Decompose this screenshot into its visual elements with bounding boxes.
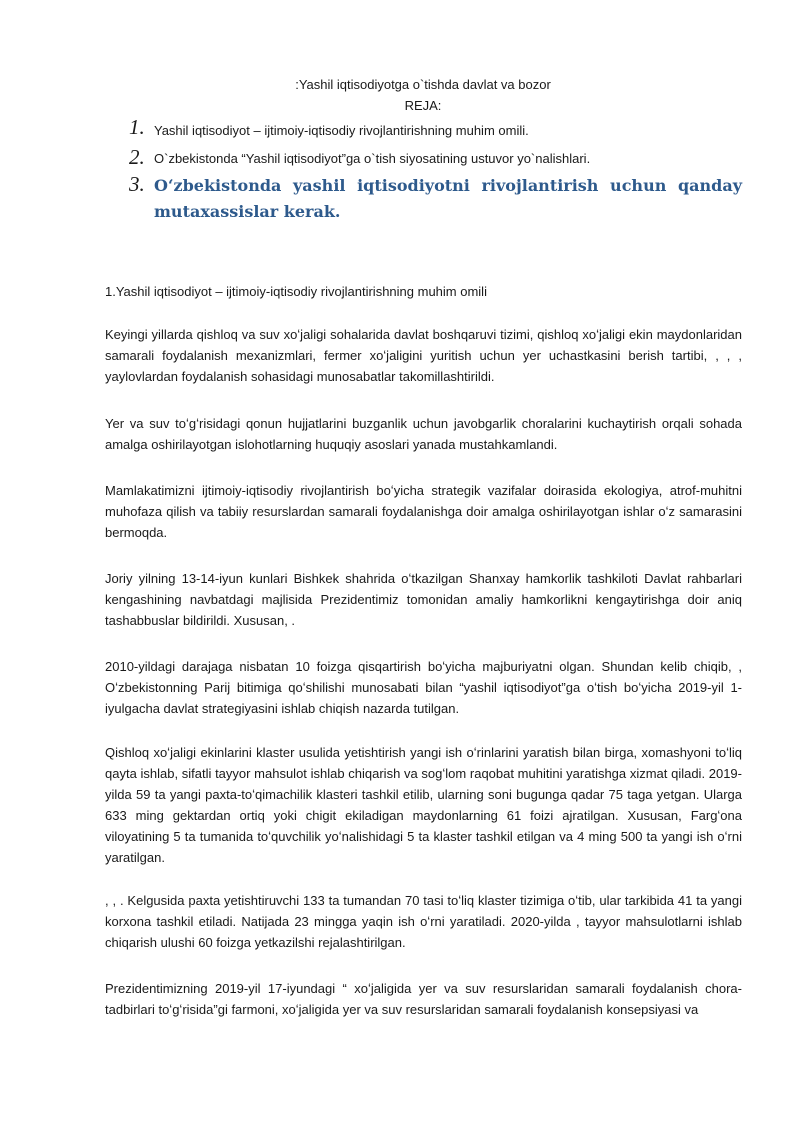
plan-item [126, 170, 742, 225]
paragraph: 2010-yildagi darajaga nisbatan 10 foizga qisqartirish boʻyicha majburiyatni olgan. Shundan kelib chiqib, , Oʻzbekistonning Parij bitimiga qoʻshilishi munosabati bilan “yashil iqtisodiyot”ga oʻtish boʻyicha 2019-yil 1-iyulgacha davlat strategiyasini ishlab chiqish nazarda tutilgan. [105, 659, 742, 716]
plan-item-number: 3. [129, 172, 145, 196]
paragraph: Qishloq xoʻjaligi ekinlarini klaster usulida yetishtirish yangi ish oʻrinlarini yaratish bilan birga, xomashyoni toʻliq qayta ishlab, sifatli tayyor mahsulot ishlab chiqarish va sogʻlom raqobat muhitini yaratishga xizmat qiladi. 2019-yilda 59 ta yangi paxta-toʻqimachilik klasteri tashkil etilib, ularning soni bugunga qadar 75 taga yetgan. Ularga 633 ming gektardan ortiq yoki chigit ekiladigan maydonlarning 61 foizi ajratilgan. Xususan, Fargʻona viloyatining 5 ta tumanida toʻquvchilik yoʻnalishidagi 5 ta klaster tashkil etilgan va 4 ming 500 ta yangi ish oʻrni yaratilgan. [105, 745, 742, 865]
paragraph: , , . Kelgusida paxta yetishtiruvchi 133 ta tumandan 70 tasi toʻliq klaster tizimiga oʻtib, ular tarkibida 41 ta yangi korxona tashkil etiladi. Natijada 23 mingga yaqin ish oʻrni yaratiladi. 2020-yilda , tayyor mahsulotlarni ishlab chiqarish ulushi 60 foizga yetkazilshi rejalashtirilgan. [105, 893, 742, 950]
plan-item [126, 144, 742, 170]
plan-item-text: O`zbekistonda “Yashil iqtisodiyot”ga o`tish siyosatining ustuvor yo`nalishlari. [154, 151, 591, 166]
paragraph: Joriy yilning 13-14-iyun kunlari Bishkek shahrida oʻtkazilgan Shanxay hamkorlik tashkiloti Davlat rahbarlari kengashining navbatdagi majlisida Prezidentimiz tomonidan amaliy hamkorlikni kengaytirishga doir aniq tashabbuslar bildirildi. Xususan, . [105, 571, 742, 628]
paragraph: Mamlakatimizni ijtimoiy-iqtisodiy rivojlantirish boʻyicha strategik vazifalar doirasida ekologiya, atrof-muhitni muhofaza qilish va tabiiy resurslardan samarali foydalanishga doir amalga oshirilayotgan ishlar oʻz samarasini bermoqda. [105, 483, 742, 540]
paragraph: Yer va suv toʻgʻrisidagi qonun hujjatlarini buzganlik uchun javobgarlik choralarini kuchaytirish orqali sohada amalga oshirilayotgan islohotlarning huquqiy asoslari yanada mustahkamlandi. [105, 416, 742, 452]
plan-item-number: 2. [129, 145, 145, 169]
plan-heading: REJA: [404, 98, 442, 113]
plan-item-text: Yashil iqtisodiyot – ijtimoiy-iqtisodiy rivojlantirishning muhim omili. [154, 123, 529, 138]
plan-item-heading-text: O‘zbekistonda yashil iqtisodiyotni rivojlantirish uchun qanday mutaxassislar kerak. [154, 176, 742, 221]
plan-item [126, 115, 742, 144]
plan-item-number: 1. [129, 115, 145, 139]
section-heading: 1.Yashil iqtisodiyot – ijtimoiy-iqtisodiy rivojlantirishning muhim omili [105, 284, 487, 299]
paragraph: Prezidentimizning 2019-yil 17-iyundagi “ xoʻjaligida yer va suv resurslaridan samarali foydalanish chora-tadbirlari toʻgʻrisida”gi farmoni, xoʻjaligida yer va suv resurslaridan samarali foydalanish konsepsiyasi va [105, 981, 742, 1017]
plan-list [126, 115, 742, 225]
document-title: :Yashil iqtisodiyotga o`tishda davlat va bozor [295, 77, 551, 92]
paragraph: Keyingi yillarda qishloq va suv xoʻjaligi sohalarida davlat boshqaruvi tizimi, qishloq xoʻjaligi ekin maydonlaridan samarali foydalanish mexanizmlari, fermer xoʻjaligini yuritish uchun yer uchastkasini berish tartibi, , , , yaylovlardan foydalanish sohasidagi munosabatlar takomillashtirildi. [105, 327, 742, 384]
